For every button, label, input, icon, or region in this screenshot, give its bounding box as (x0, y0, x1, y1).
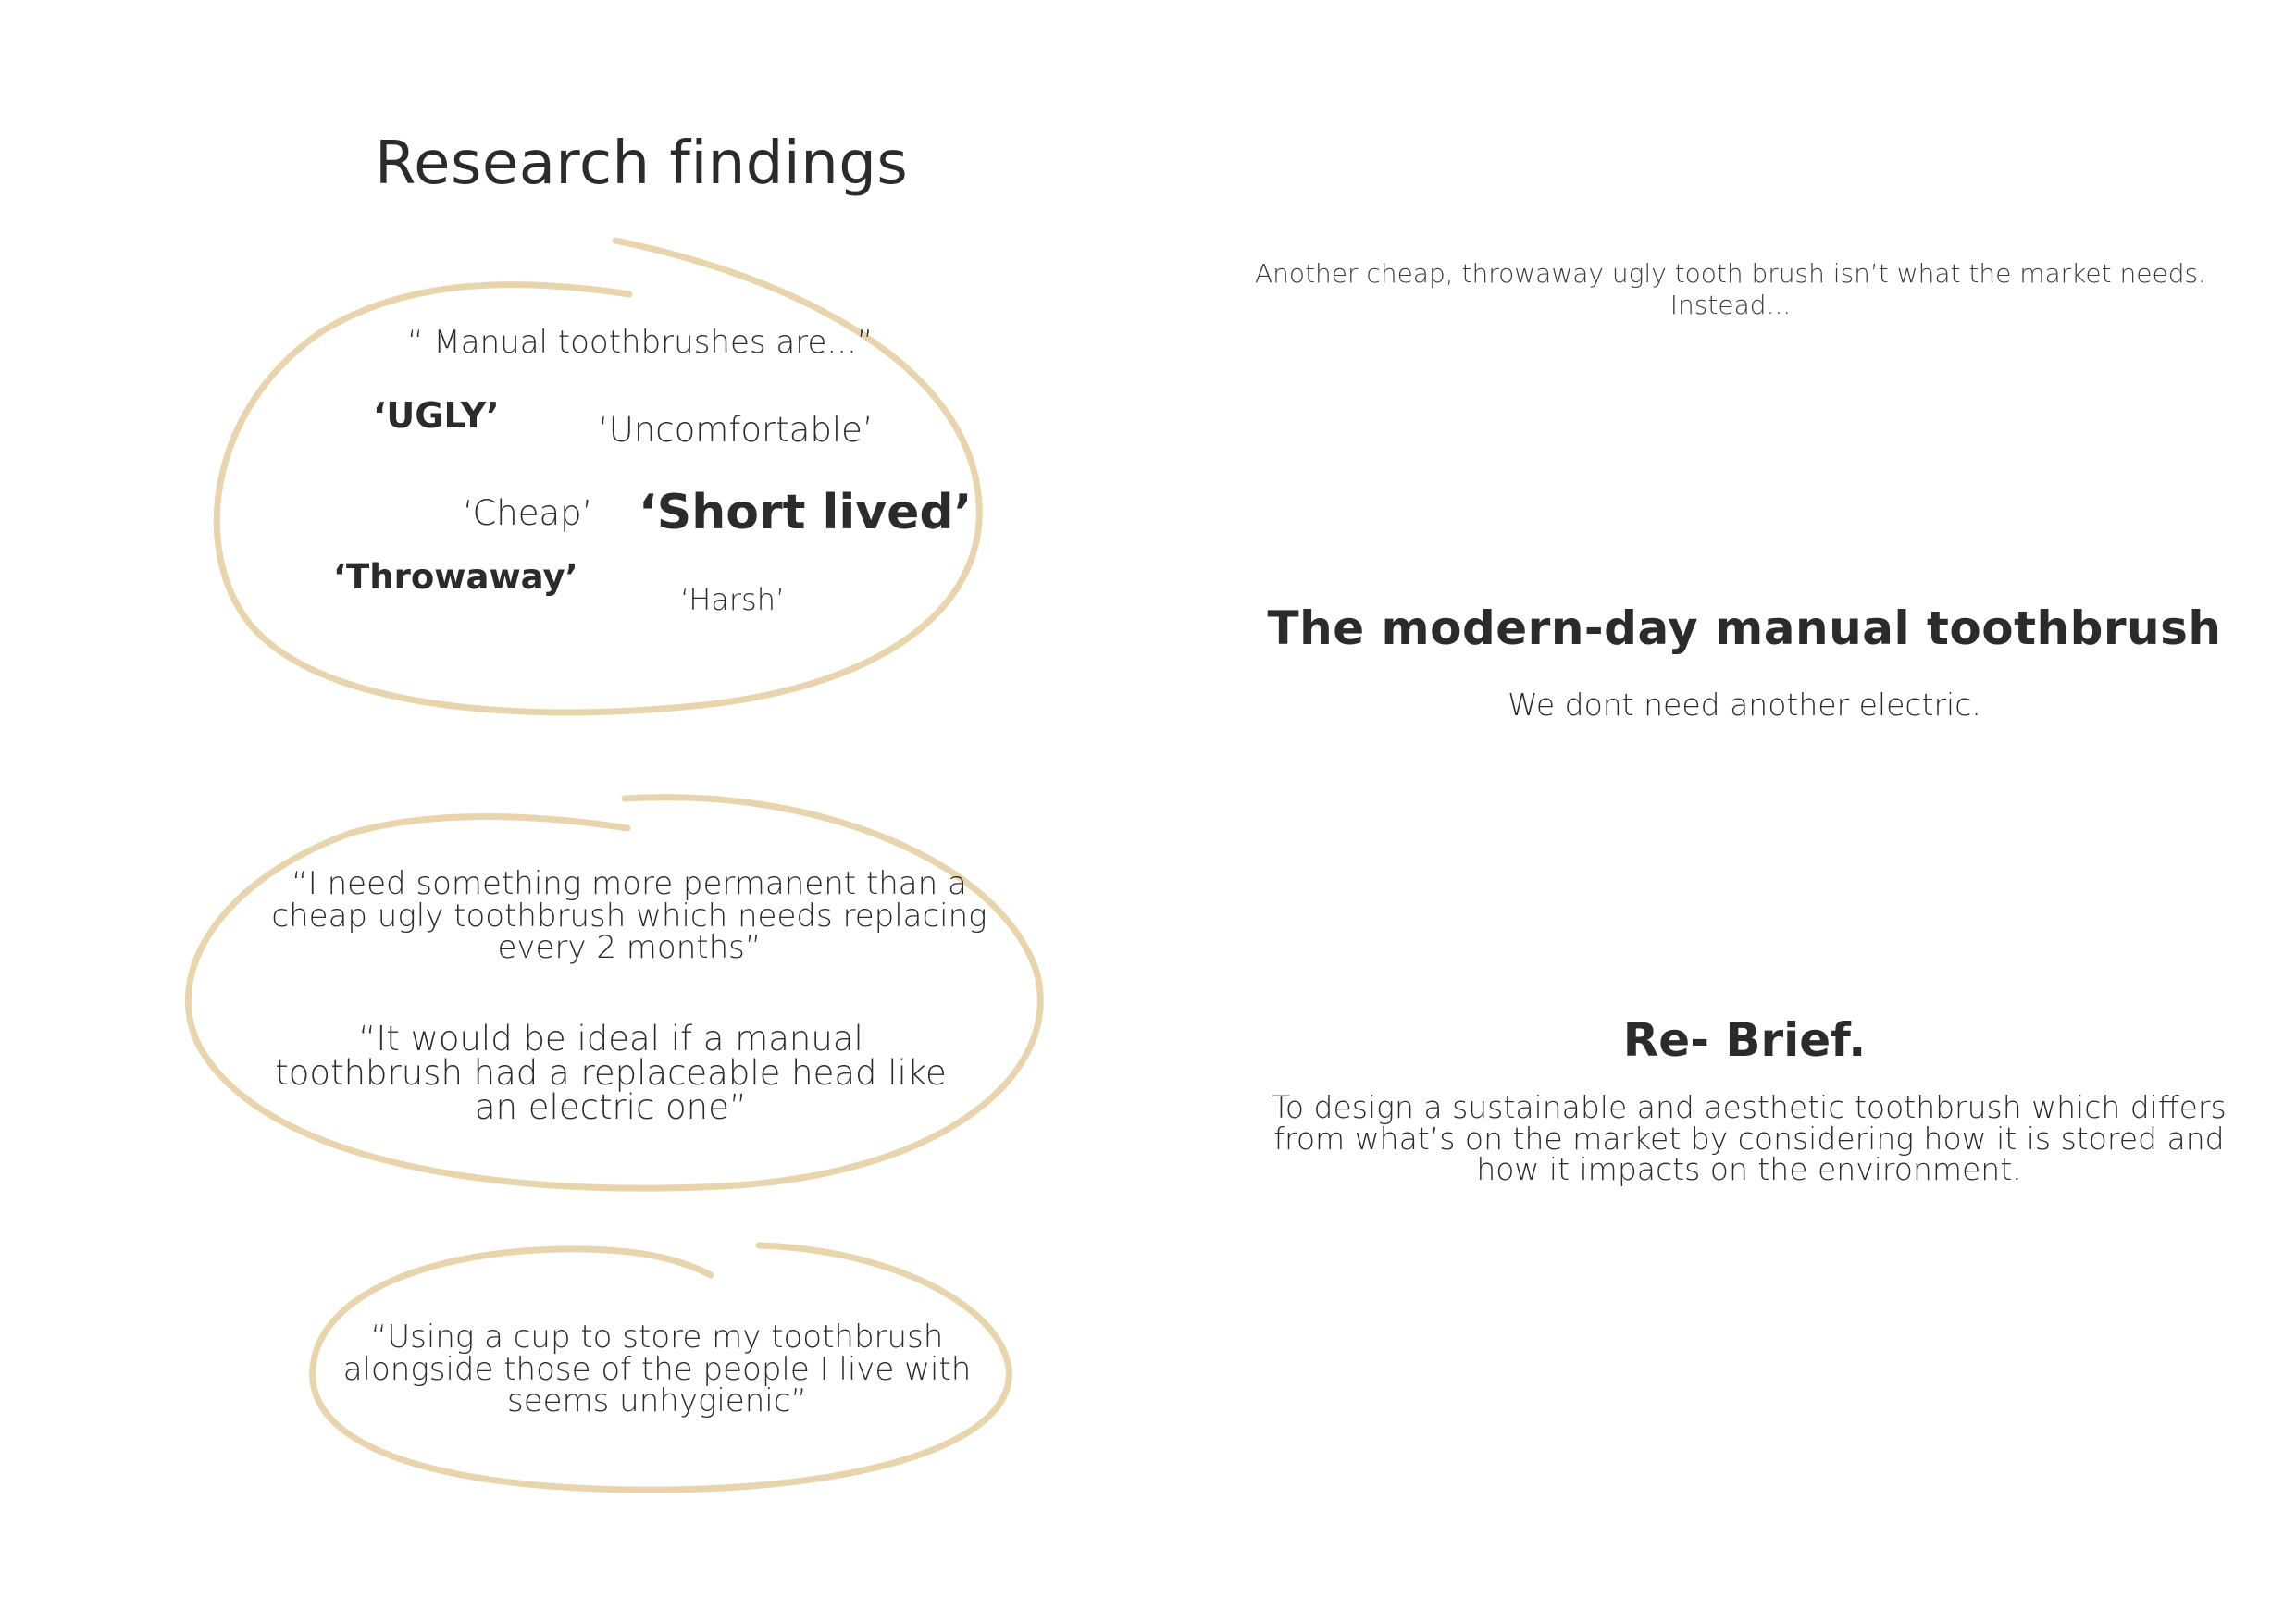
word-short-lived: ‘Short lived’ (639, 485, 973, 540)
rebrief-body: To design a sustainable and aesthetic toothbrush which differs from what’s on the market by considering how it is stored and how it impacts on the environment. (1272, 1089, 2227, 1188)
quote-permanent: “I need something more permanent than a cheap ugly toothbrush which needs replacing every 2 months” (271, 865, 987, 967)
quote-unhygienic-cup: “Using a cup to store my toothbrush alongside those of the people I live with seems unhygienic” (342, 1319, 972, 1420)
modern-toothbrush-subtitle: We dont need another electric. (1508, 687, 1981, 723)
word-throwaway: ‘Throwaway’ (333, 557, 578, 597)
rebrief-heading: Re- Brief. (1622, 1013, 1867, 1067)
bubble-1-lead-quote: “ Manual toothbrushes are...” (407, 324, 874, 361)
word-ugly: ‘UGLY’ (373, 395, 500, 436)
intro-line-2: Instead... (1669, 289, 1792, 320)
speech-bubble-2-outline (188, 798, 1040, 1189)
word-harsh: ‘Harsh’ (680, 582, 786, 617)
quote-replaceable-head: “It would be ideal if a manual toothbrush had a replaceable head like an electric one” (275, 1019, 947, 1127)
word-cheap: ‘Cheap’ (463, 493, 593, 533)
intro-line-1: Another cheap, throwaway ugly tooth brush isn’t what the market needs. (1255, 258, 2206, 289)
modern-toothbrush-heading: The modern-day manual toothbrush (1267, 601, 2222, 655)
intro-text (1222, 258, 2240, 320)
page-title: Research findings (375, 130, 909, 198)
word-uncomfortable: ‘Uncomfortable’ (598, 410, 874, 450)
speech-bubble-1-outline (217, 241, 979, 712)
